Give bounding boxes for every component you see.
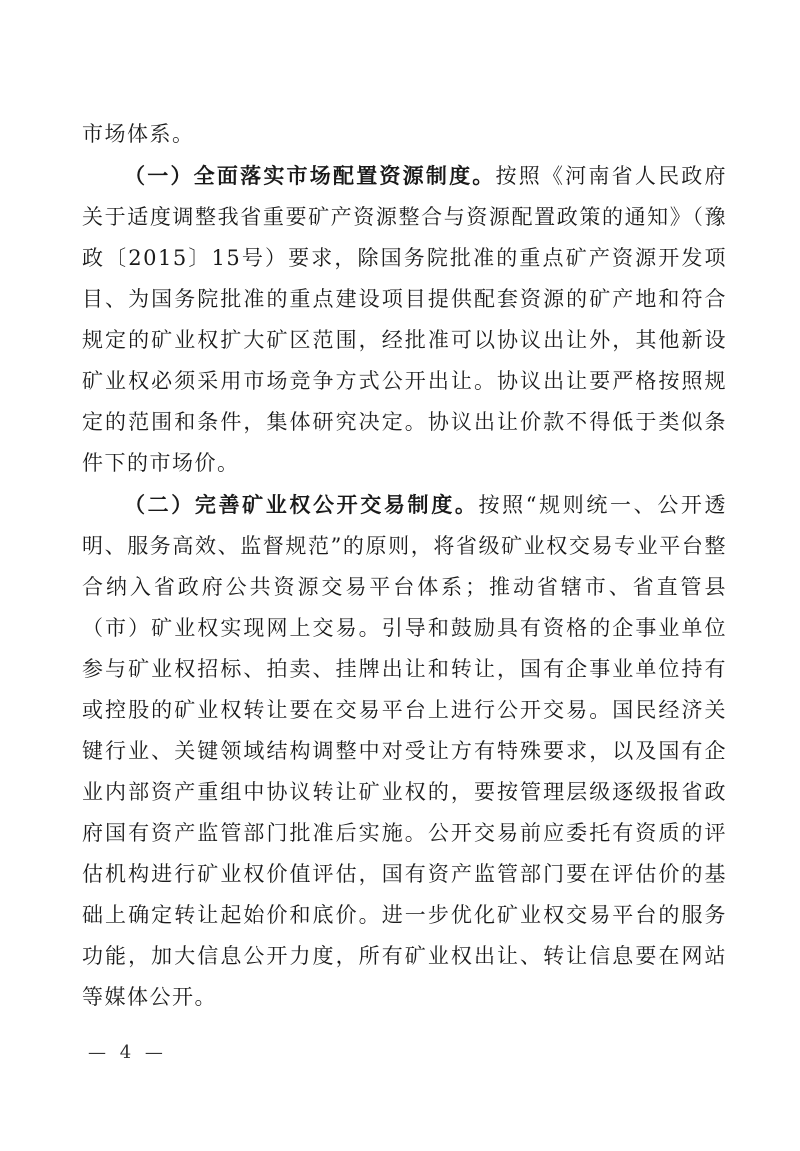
section-one-paragraph [82,155,727,484]
page-number: — 4 — [88,1042,167,1063]
section-one-body: 按照《河南省人民政府关于适度调整我省重要矿产资源整合与资源配置政策的通知》（豫政〔2015〕15号）要求，除国务院批准的重点矿产资源开发项目、为国务院批准的重点建设项目提供配套资源的矿产地和符合规定的矿业权扩大矿区范围，经批准可以协议出让外，其他新设矿业权必须采用市场竞争方式公开出让。协议出让要严格按照规定的范围和条件，集体研究决定。协议出让价款不得低于类似条件下的市场价。 [82,164,728,475]
section-one-heading: （一）全面落实市场配置资源制度。 [124,163,496,188]
section-two-body: 按照“规则统一、公开透明、服务高效、监督规范”的原则，将省级矿业权交易专业平台整合纳入省政府公共资源交易平台体系；推动省辖市、省直管县（市）矿业权实现网上交易。引导和鼓励具有资格的企事业单位参与矿业权招标、拍卖、挂牌出让和转让，国有企事业单位持有或控股的矿业权转让要在交易平台上进行公开交易。国民经济关键行业、关键领域结构调整中对受让方有特殊要求，以及国有企业内部资产重组中协议转让矿业权的，要按管理层级逐级报省政府国有资产监管部门批准后实施。公开交易前应委托有资质的评估机构进行矿业权价值评估，国有资产监管部门要在评估价的基础上确定转让起始价和底价。进一步优化矿业权交易平台的服务功能，加大信息公开力度，所有矿业权出让、转让信息要在网站等媒体公开。 [82,493,727,1009]
section-two-paragraph [82,484,727,1018]
paragraph-continuation: 市场体系。 [82,122,195,146]
document-body [82,114,727,1018]
section-two-heading: （二）完善矿业权公开交易制度。 [124,492,479,517]
